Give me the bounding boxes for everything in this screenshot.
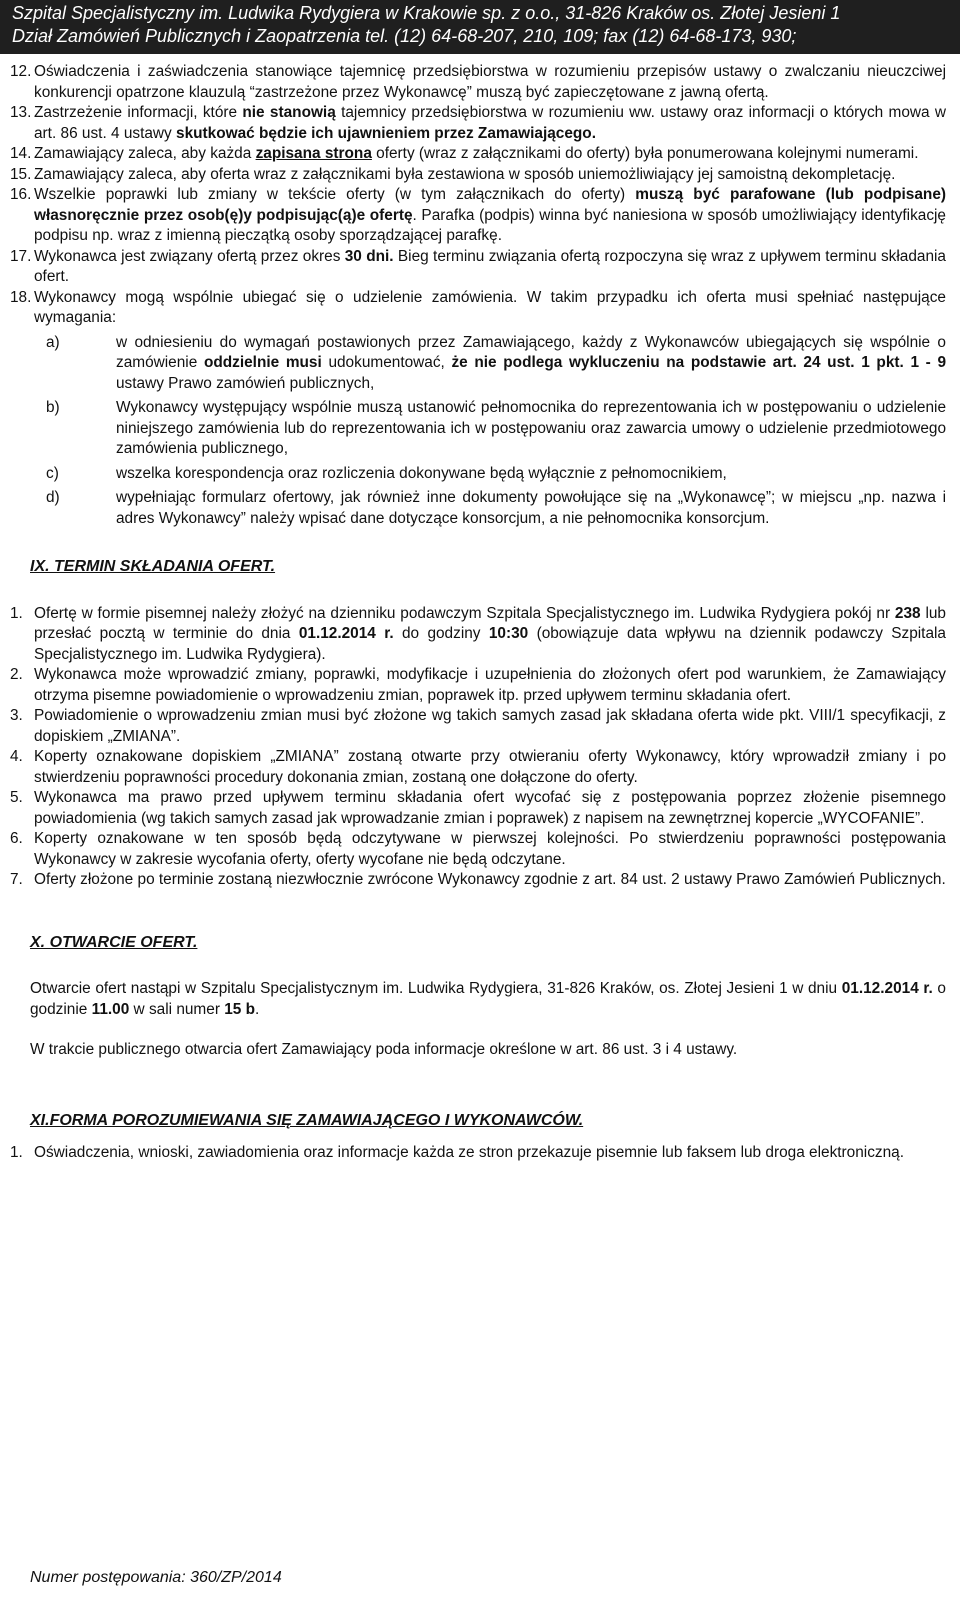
- list-item-ix-6: 6. Koperty oznakowane w ten sposób będą odczytywane w pierwszej kolejności. Po stwierdzeniu poprawności postępowania Wykonawcy w zakresie wycofania oferty, oferty wycofane nie będą odczytane.: [10, 830, 946, 868]
- list-item-xi-1: 1. Oświadczenia, wnioski, zawiadomienia oraz informacje każda ze stron przekazuje pisemnie lub faksem lub droga elektroniczną.: [10, 1144, 904, 1161]
- list-item-13: 13. Zastrzeżenie informacji, które nie stanowią tajemnicy przedsiębiorstwa w rozumieniu ww. ustawy oraz informacji o których mowa w art. 86 ust. 4 ustawy skutkować będzie ich ujawnieniem przez Zamawiającego.: [10, 104, 947, 142]
- list-item-18: 18. Wykonawcy mogą wspólnie ubiegać się o udzielenie zamówienia. W takim przypadku ich oferta musi spełniać następujące wymagania:: [10, 288, 946, 326]
- sub-item-a: a) w odniesieniu do wymagań postawionych przez Zamawiającego, każdy z Wykonawców ubiegających się wspólnie o zamówienie oddzielnie musi udokumentować, że nie podlega wykluczeniu na podstawie art. 24 ust. 1 pkt. 1 - 9 ustawy Prawo zamówień publicznych,: [46, 333, 947, 392]
- section-ix-list: [0, 604, 960, 891]
- list-item-16: 16. Wszelkie poprawki lub zmiany w tekście oferty (w tym załącznikach do oferty) muszą być parafowane (lub podpisane) własnoręcznie przez osob(ę)y podpisując(ą)e ofertę. Parafka (podpis) winna być naniesiona w sposób umożliwiający identyfikację podpisu np. wraz z imienną pieczątką osoby sporządzającej parafkę.: [10, 186, 946, 244]
- header-line-1: Szpital Specjalistyczny im. Ludwika Rydygiera w Krakowie sp. z o.o., 31-826 Kraków os. Złotej Jesieni 1: [12, 3, 841, 23]
- document-header: [0, 0, 960, 54]
- header-line-2: Dział Zamówień Publicznych i Zaopatrzenia tel. (12) 64-68-207, 210, 109; fax (12) 64-68-173, 930;: [12, 26, 797, 46]
- list-item-ix-7: 7. Oferty złożone po terminie zostaną niezwłocznie zwrócone Wykonawcy zgodnie z art. 84 ust. 2 ustawy Prawo Zamówień Publicznych.: [10, 871, 946, 888]
- list-item-ix-1: 1. Ofertę w formie pisemnej należy złożyć na dzienniku podawczym Szpitala Specjalistycznego im. Ludwika Rydygiera pokój nr 238 lub przesłać pocztą w terminie do dnia 01.12.2014 r. do godziny 10:30 (obowiązuje data wpływu na dziennik podawczy Szpitala Specjalistycznego im. Ludwika Rydygiera).: [10, 604, 946, 663]
- list-item-ix-2: 2. Wykonawca może wprowadzić zmiany, poprawki, modyfikacje i uzupełnienia do złożonych ofert pod warunkiem, że Zamawiający otrzyma pisemne powiadomienie o wprowadzeniu zmian, poprawek itp. przed upływem terminu składania ofert.: [10, 666, 946, 704]
- list-item-12: 12. Oświadczenia i zaświadczenia stanowiące tajemnicę przedsiębiorstwa w rozumieniu przepisów ustawy o zwalczaniu nieuczciwej konkurencji opatrzone klauzulą “zastrzeżone przez Wykonawcę” muszą być zapieczętowane z jawną ofertą.: [10, 63, 946, 101]
- sub-item-b: b) Wykonawcy występujący wspólnie muszą ustanowić pełnomocnika do reprezentowania ich w postępowaniu o udzielenie niniejszego zamówienia lub do reprezentowania ich w postępowaniu oraz zawarcia umowy o udzielenie przedmiotowego zamówienia publicznego,: [46, 399, 946, 457]
- opening-info-paragraph: W trakcie publicznego otwarcia ofert Zamawiający poda informacje określone w art. 86 ust. 3 i 4 ustawy.: [30, 1041, 738, 1058]
- list-item-14: 14. Zamawiający zaleca, aby każda zapisana strona oferty (wraz z załącznikami do oferty) była ponumerowana kolejnymi numerami.: [10, 145, 919, 162]
- opening-paragraph: Otwarcie ofert nastąpi w Szpitalu Specjalistycznym im. Ludwika Rydygiera, 31-826 Kraków, os. Złotej Jesieni 1 w dniu 01.12.2014 r. o godzinie 11.00 w sali numer 15 b.: [30, 980, 946, 1018]
- procedure-number-footer: Numer postępowania: 360/ZP/2014: [30, 1569, 282, 1586]
- list-item-ix-5: 5. Wykonawca ma prawo przed upływem terminu składania ofert wycofać się z postępowania poprzez złożenie pisemnego powiadomienia (wg takich samych zasad jak wprowadzanie zmian i poprawek) z napisem na zewnętrznej kopercie „WYCOFANIE”.: [10, 789, 946, 827]
- list-item-ix-4: 4. Koperty oznakowane dopiskiem „ZMIANA” zostaną otwarte przy otwieraniu oferty Wykonawcy, który wprowadził zmiany i po stwierdzeniu poprawności procedury dokonania zmian, zostaną one dołączone do oferty.: [10, 748, 946, 786]
- section-title-x: X. OTWARCIE OFERT.: [30, 933, 198, 951]
- sub-item-d: d) wypełniając formularz ofertowy, jak również inne dokumenty powołujące się na „Wykonawcę”; w miejscu „np. nazwa i adres Wykonawcy” należy wpisać dane dotyczące konsorcjum, a nie pełnomocnika konsorcjum.: [46, 489, 946, 527]
- section-title-ix: IX. TERMIN SKŁADANIA OFERT.: [30, 558, 276, 575]
- sub-item-c: c) wszelka korespondencja oraz rozliczenia dokonywane będą wyłącznie z pełnomocnikiem,: [46, 464, 727, 482]
- document-body: [0, 62, 960, 1164]
- list-item-15: 15. Zamawiający zaleca, aby oferta wraz z załącznikami była zestawiona w sposób uniemożliwiający jej samoistną dekompletację.: [10, 165, 896, 183]
- list-item-17: 17. Wykonawca jest związany ofertą przez okres 30 dni. Bieg terminu związania ofertą rozpoczyna się wraz z upływem terminu składania ofert.: [10, 247, 946, 285]
- list-item-ix-3: 3. Powiadomienie o wprowadzeniu zmian musi być złożone wg takich samych zasad jak składana oferta wide pkt. VIII/1 specyfikacji, z dopiskiem „ZMIANA”.: [10, 707, 946, 745]
- section-title-xi: XI.FORMA POROZUMIEWANIA SIĘ ZAMAWIAJĄCEGO I WYKONAWCÓW.: [30, 1111, 584, 1129]
